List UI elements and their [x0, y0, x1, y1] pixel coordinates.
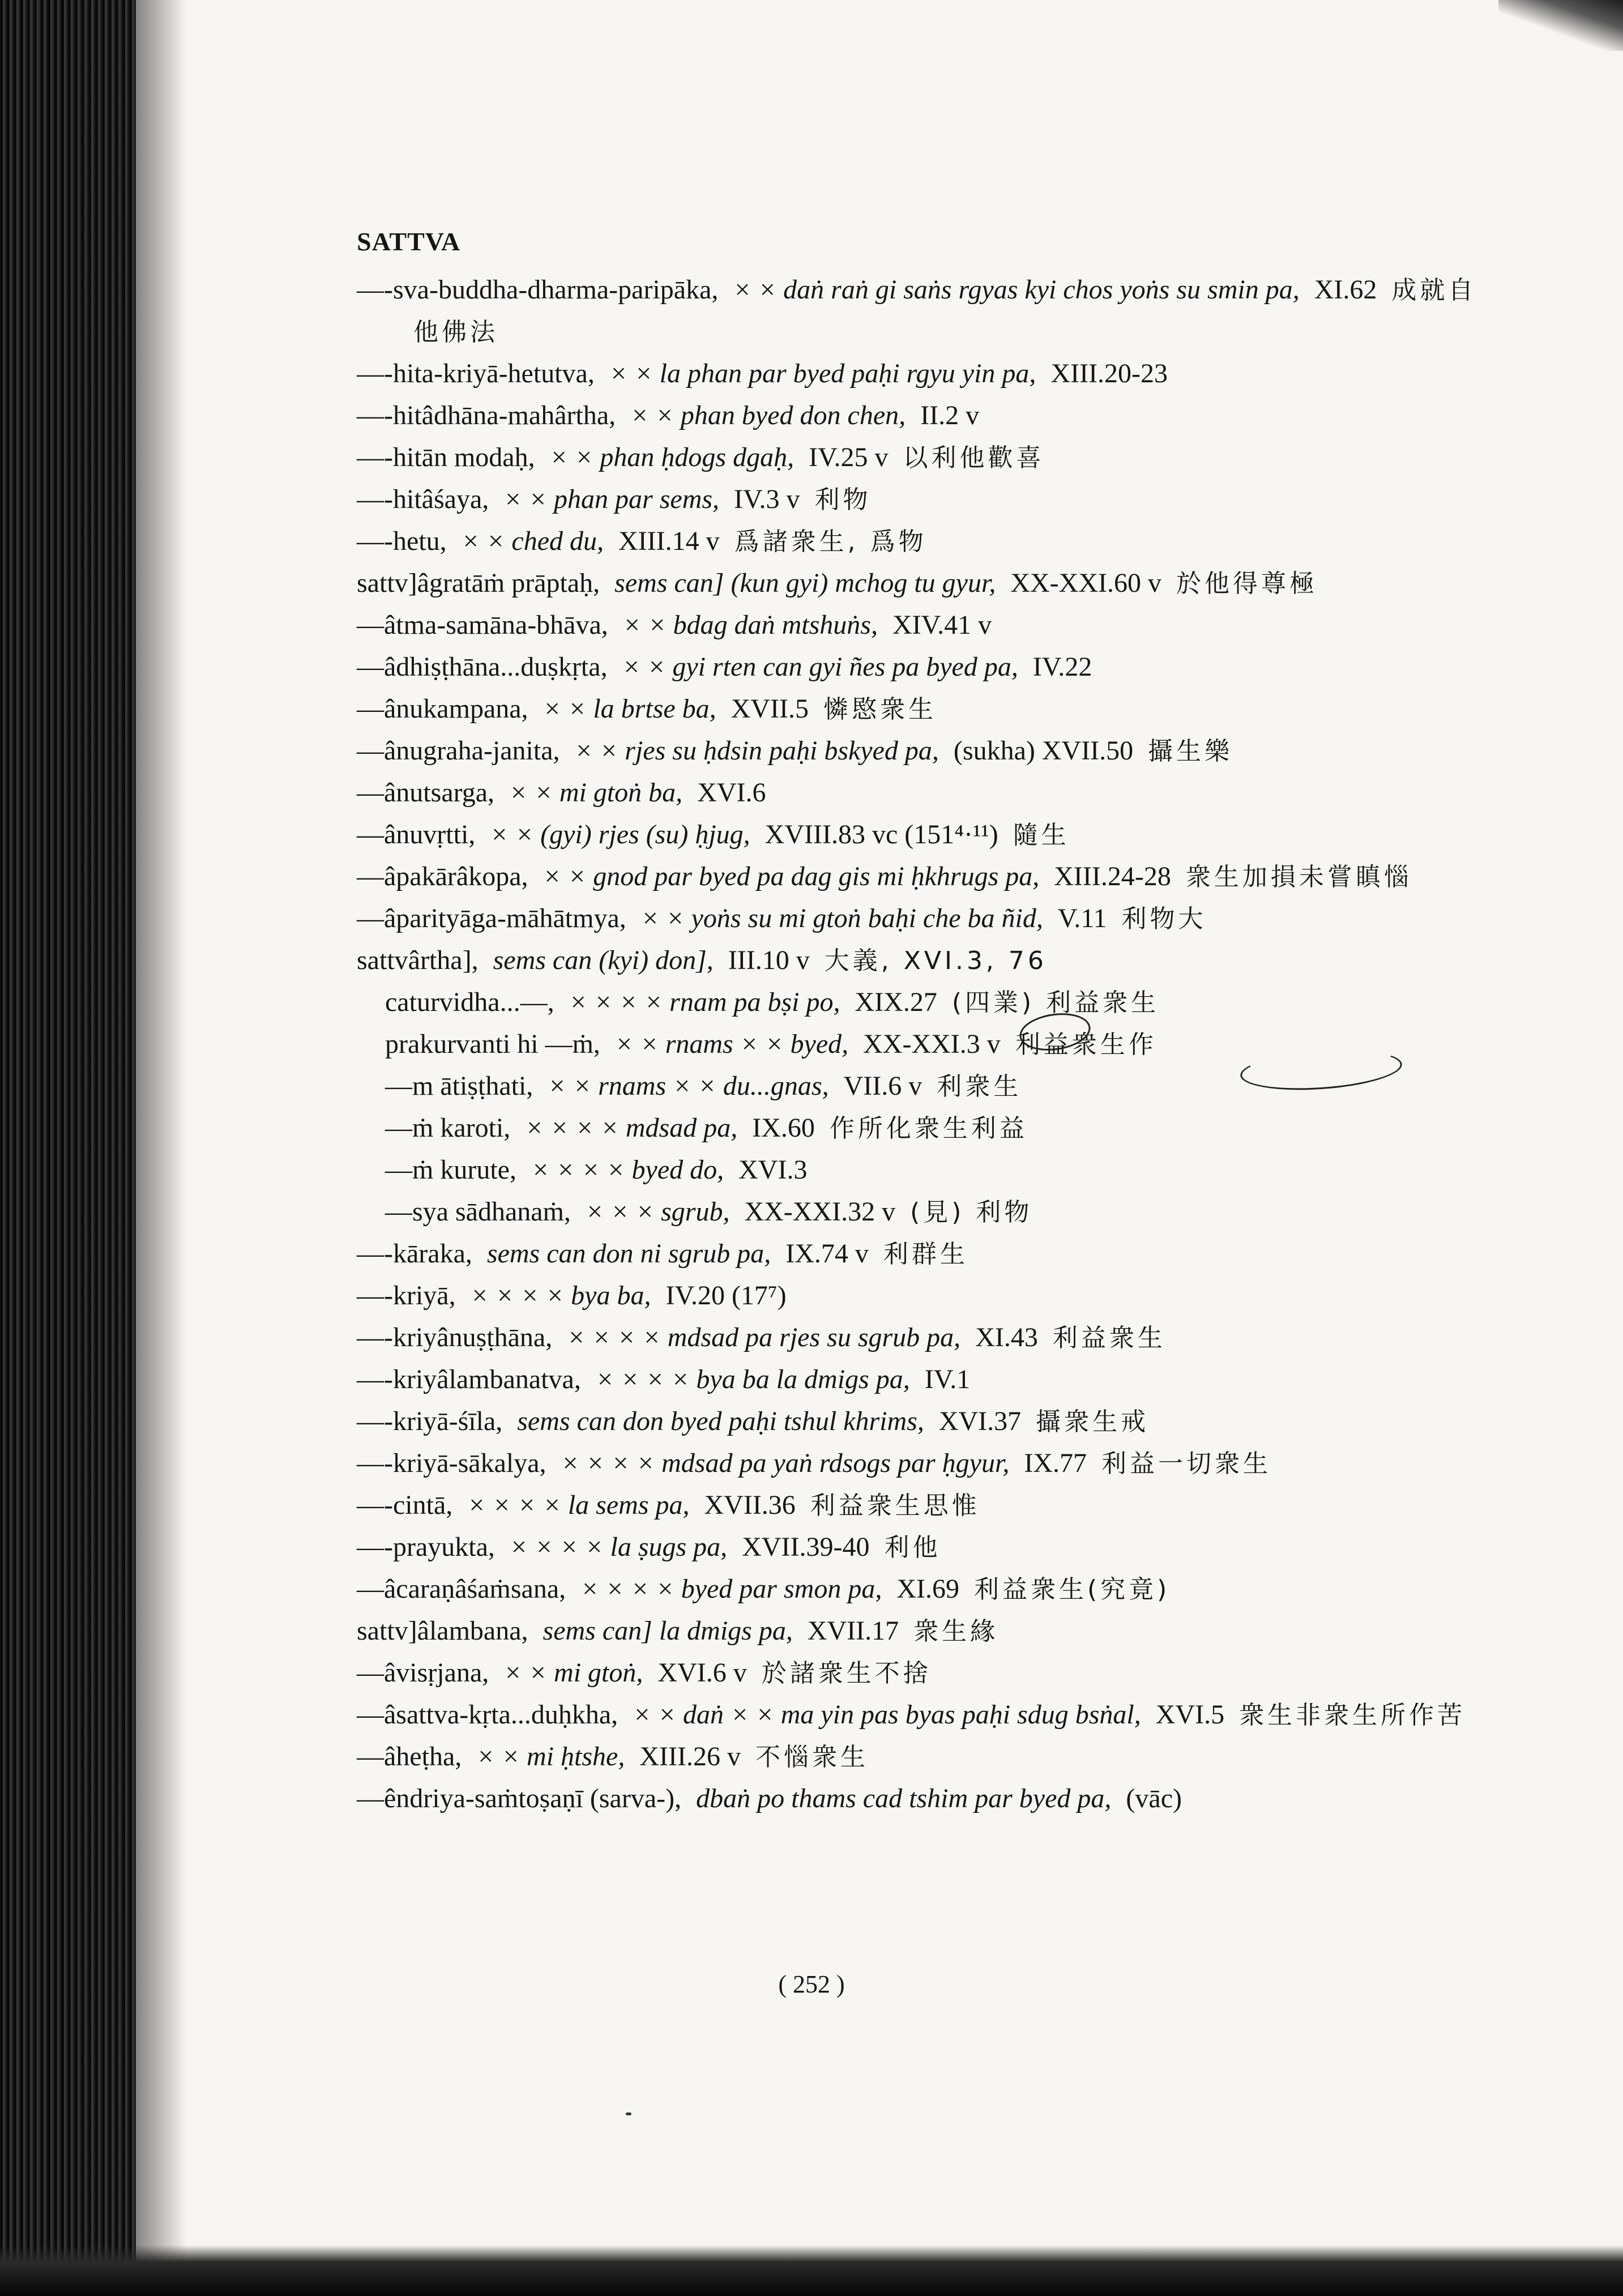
entry-chinese: (四業) 利益衆生	[951, 988, 1160, 1017]
entry-chinese: 大義, XVI.3, 76	[824, 946, 1047, 975]
entry-term: —-hita-kriyā-hetutva,	[357, 359, 595, 389]
entry-reference: IV.22	[1032, 652, 1092, 682]
entry-tibetan: × × daṅ × × ma yin pas byas paḥi sdug bsṅal,	[633, 1700, 1141, 1730]
entry-reference: XVIII.83 vc (151⁴·¹¹)	[764, 820, 998, 850]
entry-reference: XVII.39-40	[742, 1532, 870, 1562]
dictionary-entry	[357, 646, 1478, 688]
entry-chinese: 成就自他佛法	[413, 276, 1477, 347]
dictionary-entry	[357, 898, 1478, 940]
entry-reference: XVII.5	[731, 694, 809, 724]
entry-reference: XVII.17	[807, 1616, 899, 1646]
dictionary-entry	[357, 604, 1478, 646]
entry-tibetan: × × × × mdsad pa rjes su sgrub pa,	[567, 1322, 961, 1352]
entry-reference: XIII.20-23	[1050, 359, 1168, 389]
entry-tibetan: × × × × bya ba,	[470, 1281, 651, 1311]
entry-chinese: 憐愍衆生	[823, 695, 937, 724]
entry-term: —-hitâdhāna-mahârtha,	[357, 400, 616, 430]
page-bottom-edge	[0, 2245, 1623, 2296]
entry-chinese: 衆生緣	[913, 1617, 999, 1646]
entry-reference: XX-XXI.60 v	[1010, 568, 1161, 598]
entry-term: —-hitâśaya,	[357, 484, 489, 514]
dictionary-entry	[357, 1652, 1478, 1694]
dictionary-entry	[357, 1778, 1478, 1820]
dictionary-entry	[357, 1233, 1478, 1275]
entry-tibetan: × × ched du,	[461, 526, 604, 556]
entry-reference: VII.6 v	[843, 1071, 922, 1101]
entry-tibetan: × × la brtse ba,	[543, 694, 716, 724]
entry-tibetan: × × phan par sems,	[503, 484, 720, 514]
entry-term: —-kriyā-sākalya,	[357, 1448, 546, 1478]
entry-term: —âparityāga-māhātmya,	[357, 903, 626, 933]
entry-chinese: 於諸衆生不捨	[761, 1659, 932, 1688]
dictionary-entry	[357, 1317, 1478, 1359]
entry-tibetan: × × × × mdsad pa,	[525, 1113, 738, 1143]
page-corner-shadow	[1498, 0, 1623, 51]
entry-chinese: 利物大	[1121, 904, 1207, 933]
entry-chinese: 衆生加損未嘗瞋惱	[1185, 863, 1412, 891]
entry-tibetan: × × × × byed par smon pa,	[580, 1574, 882, 1604]
entry-tibetan: × × yoṅs su mi gtoṅ baḥi che ba ñid,	[640, 903, 1043, 933]
entry-tibetan: sems can] (kun gyi) mchog tu gyur,	[614, 568, 996, 598]
entry-chinese: 利衆生	[937, 1072, 1022, 1101]
entry-reference: XI.43	[975, 1322, 1038, 1352]
dictionary-entry	[357, 981, 1478, 1023]
dictionary-entry	[357, 1736, 1478, 1778]
dictionary-entry	[357, 1275, 1478, 1317]
entry-reference: XVI.37	[938, 1406, 1022, 1436]
dictionary-entry	[357, 1443, 1478, 1484]
entry-reference: XIII.14 v	[618, 526, 720, 556]
entry-tibetan: sems can don ni sgrub pa,	[486, 1239, 771, 1269]
entry-term: sattv]âgratāṁ prāptaḥ,	[357, 568, 600, 598]
entry-term: —-sva-buddha-dharma-paripāka,	[357, 275, 719, 305]
dictionary-entry	[357, 437, 1478, 479]
entry-reference: (vāc)	[1126, 1783, 1182, 1813]
entry-chinese: 利益衆生作	[1015, 1030, 1157, 1059]
entry-reference: XIII.26 v	[639, 1742, 741, 1772]
dictionary-entry	[357, 520, 1478, 562]
entry-term: —-hitān modaḥ,	[357, 442, 535, 472]
entry-term: —ânutsarga,	[357, 778, 495, 808]
stray-mark	[626, 2113, 631, 2115]
entry-tibetan: × × phan byed don chen,	[630, 400, 906, 430]
dictionary-entry	[357, 856, 1478, 898]
entry-term: —âvisṛjana,	[357, 1658, 489, 1688]
entry-reference: XX-XXI.32 v	[744, 1197, 896, 1227]
entry-reference: IX.60	[752, 1113, 815, 1143]
entry-tibetan: × × × × la sems pa,	[467, 1490, 690, 1520]
entry-term: —âtma-samāna-bhāva,	[357, 610, 608, 640]
book-binding-edge	[0, 0, 136, 2296]
entry-reference: XVI.3	[738, 1155, 808, 1185]
entry-tibetan: × × mi gtoṅ,	[503, 1658, 643, 1688]
entry-chinese: 利益衆生	[1052, 1324, 1166, 1352]
entry-tibetan: sems can (kyi) don],	[493, 945, 714, 975]
entry-reference: XX-XXI.3 v	[863, 1029, 1001, 1059]
dictionary-entry	[357, 772, 1478, 814]
entry-chinese: 隨生	[1013, 821, 1070, 850]
entry-reference: IX.74 v	[785, 1239, 869, 1269]
entry-reference: II.2 v	[920, 400, 980, 430]
entry-chinese: 利群生	[883, 1240, 968, 1269]
dictionary-entry	[357, 814, 1478, 856]
dictionary-entry	[357, 353, 1478, 395]
entry-reference: III.10 v	[728, 945, 810, 975]
entry-chinese: 利益一切衆生	[1101, 1449, 1271, 1478]
entry-tibetan: × × × × mdsad pa yaṅ rdsogs par ḥgyur,	[561, 1448, 1010, 1478]
entry-tibetan: × × rnams × × du...gnas,	[548, 1071, 829, 1101]
dictionary-entry	[357, 1149, 1478, 1191]
entry-tibetan: × × la phan par byed paḥi rgyu yin pa,	[609, 359, 1036, 389]
entry-reference: (sukha) XVII.50	[953, 736, 1134, 766]
entry-tibetan: × × bdag daṅ mtshuṅs,	[622, 610, 878, 640]
entry-chinese: 攝生樂	[1148, 737, 1233, 766]
entry-term: —âpakārâkopa,	[357, 861, 528, 891]
entry-term: —sya sādhanaṁ,	[385, 1197, 571, 1227]
dictionary-entry	[357, 1610, 1478, 1652]
entry-tibetan: sems can] la dmigs pa,	[543, 1616, 793, 1646]
entry-tibetan: × × phan ḥdogs dgaḥ,	[549, 442, 795, 472]
dictionary-entry	[357, 1359, 1478, 1401]
entry-reference: XVI.6	[697, 778, 766, 808]
entry-chinese: 利益衆生(究竟)	[973, 1575, 1171, 1604]
entry-term: —êndriya-saṁtoṣaṇī (sarva-),	[357, 1783, 682, 1813]
entry-chinese: 爲諸衆生, 爲物	[734, 527, 927, 556]
entry-term: —ânuvṛtti,	[357, 820, 476, 850]
entry-reference: IV.1	[924, 1364, 971, 1394]
entry-term: —ânukampana,	[357, 694, 528, 724]
entry-chinese: (見) 利物	[910, 1198, 1033, 1227]
entry-term: —-kriyā-śīla,	[357, 1406, 503, 1436]
dictionary-entry	[357, 1484, 1478, 1526]
entry-chinese: 利物	[814, 485, 872, 514]
entry-tibetan: × × × sgrub,	[585, 1197, 730, 1227]
entry-term: sattvârtha],	[357, 945, 479, 975]
entry-term: —ânugraha-janita,	[357, 736, 560, 766]
entry-chinese: 於他得尊極	[1176, 569, 1318, 598]
entry-reference: XVII.36	[704, 1490, 796, 1520]
dictionary-entry	[357, 1107, 1478, 1149]
entry-term: —-prayukta,	[357, 1532, 495, 1562]
entry-term: caturvidha...—,	[385, 987, 554, 1017]
dictionary-entry	[357, 1526, 1478, 1568]
entry-term: —âdhiṣṭhāna...duṣkṛta,	[357, 652, 608, 682]
dictionary-entry	[357, 1401, 1478, 1443]
entry-reference: IV.20 (17⁷)	[665, 1281, 787, 1311]
entry-reference: IV.3 v	[734, 484, 800, 514]
dictionary-entry	[357, 1191, 1478, 1233]
entry-reference: XIII.24-28	[1054, 861, 1171, 891]
entry-reference: V.11	[1057, 903, 1107, 933]
dictionary-entry	[357, 730, 1478, 772]
entry-chinese: 作所化衆生利益	[829, 1114, 1028, 1143]
entry-reference: XIX.27	[855, 987, 937, 1017]
entry-chinese: 衆生非衆生所作苦	[1239, 1701, 1466, 1730]
entry-chinese: 利他	[884, 1533, 941, 1562]
entry-term: sattv]âlambana,	[357, 1616, 528, 1646]
entry-term: —âheṭha,	[357, 1742, 462, 1772]
dictionary-entry	[357, 940, 1478, 981]
entry-tibetan: × × × × bya ba la dmigs pa,	[595, 1364, 910, 1394]
entry-tibetan: × × × × la ṣugs pa,	[509, 1532, 728, 1562]
entry-tibetan: × × rnams × × byed,	[614, 1029, 849, 1059]
entry-term: —ṁ kurute,	[385, 1155, 516, 1185]
entry-chinese: 以利他歡喜	[903, 443, 1045, 472]
entry-reference: XVI.5	[1155, 1700, 1225, 1730]
entry-reference: XVI.6 v	[657, 1658, 747, 1688]
entry-tibetan: dbaṅ po thams cad tshim par byed pa,	[696, 1783, 1112, 1813]
entry-reference: IX.77	[1024, 1448, 1087, 1478]
entry-term: —-kriyânuṣṭhāna,	[357, 1322, 553, 1352]
section-heading: SATTVA	[357, 227, 461, 256]
entry-chinese: 利益衆生思惟	[810, 1491, 980, 1520]
entry-tibetan: sems can don byed paḥi tshul khrims,	[517, 1406, 924, 1436]
entry-tibetan: × × daṅ raṅ gi saṅs rgyas kyi chos yoṅs su smin pa,	[733, 275, 1300, 305]
entry-tibetan: × × × × rnam pa bṣi po,	[569, 987, 840, 1017]
entry-term: —âcaraṇâśaṁsana,	[357, 1574, 566, 1604]
dictionary-entry	[357, 688, 1478, 730]
entry-tibetan: × × gnod par byed pa dag gis mi ḥkhrugs pa,	[543, 861, 1040, 891]
entry-reference: XI.62	[1314, 275, 1377, 305]
dictionary-entry	[357, 1568, 1478, 1610]
dictionary-page	[357, 227, 1478, 1820]
entry-term: —ṁ karoti,	[385, 1113, 511, 1143]
entry-list	[357, 269, 1478, 1820]
page-number: ( 252 )	[778, 1970, 845, 1998]
entry-tibetan: × × (gyi) rjes (su) ḥjug,	[490, 820, 750, 850]
entry-term: —-cintā,	[357, 1490, 453, 1520]
entry-term: —-kriyâlambanatva,	[357, 1364, 581, 1394]
entry-reference: XIV.41 v	[892, 610, 992, 640]
dictionary-entry	[357, 395, 1478, 437]
entry-term: —-kāraka,	[357, 1239, 472, 1269]
entry-tibetan: × × rjes su ḥdsin paḥi bskyed pa,	[574, 736, 939, 766]
entry-term: —-kriyā,	[357, 1281, 456, 1311]
binding-shadow	[136, 0, 187, 2296]
entry-term: —m ātiṣṭhati,	[385, 1071, 533, 1101]
entry-term: prakurvanti hi —ṁ,	[385, 1029, 600, 1059]
dictionary-entry	[357, 1694, 1478, 1736]
entry-term: —-hetu,	[357, 526, 447, 556]
entry-tibetan: × × × × byed do,	[531, 1155, 724, 1185]
entry-chinese: 不惱衆生	[755, 1743, 869, 1772]
dictionary-entry	[357, 479, 1478, 520]
entry-tibetan: × × mi gtoṅ ba,	[509, 778, 683, 808]
entry-tibetan: × × mi ḥtshe,	[476, 1742, 625, 1772]
entry-tibetan: × × gyi rten can gyi ñes pa byed pa,	[622, 652, 1018, 682]
entry-chinese: 攝衆生戒	[1036, 1407, 1150, 1436]
dictionary-entry	[357, 562, 1478, 604]
entry-reference: IV.25 v	[809, 442, 889, 472]
entry-reference: XI.69	[896, 1574, 959, 1604]
dictionary-entry	[357, 269, 1478, 353]
entry-term: —âsattva-kṛta...duḥkha,	[357, 1700, 618, 1730]
